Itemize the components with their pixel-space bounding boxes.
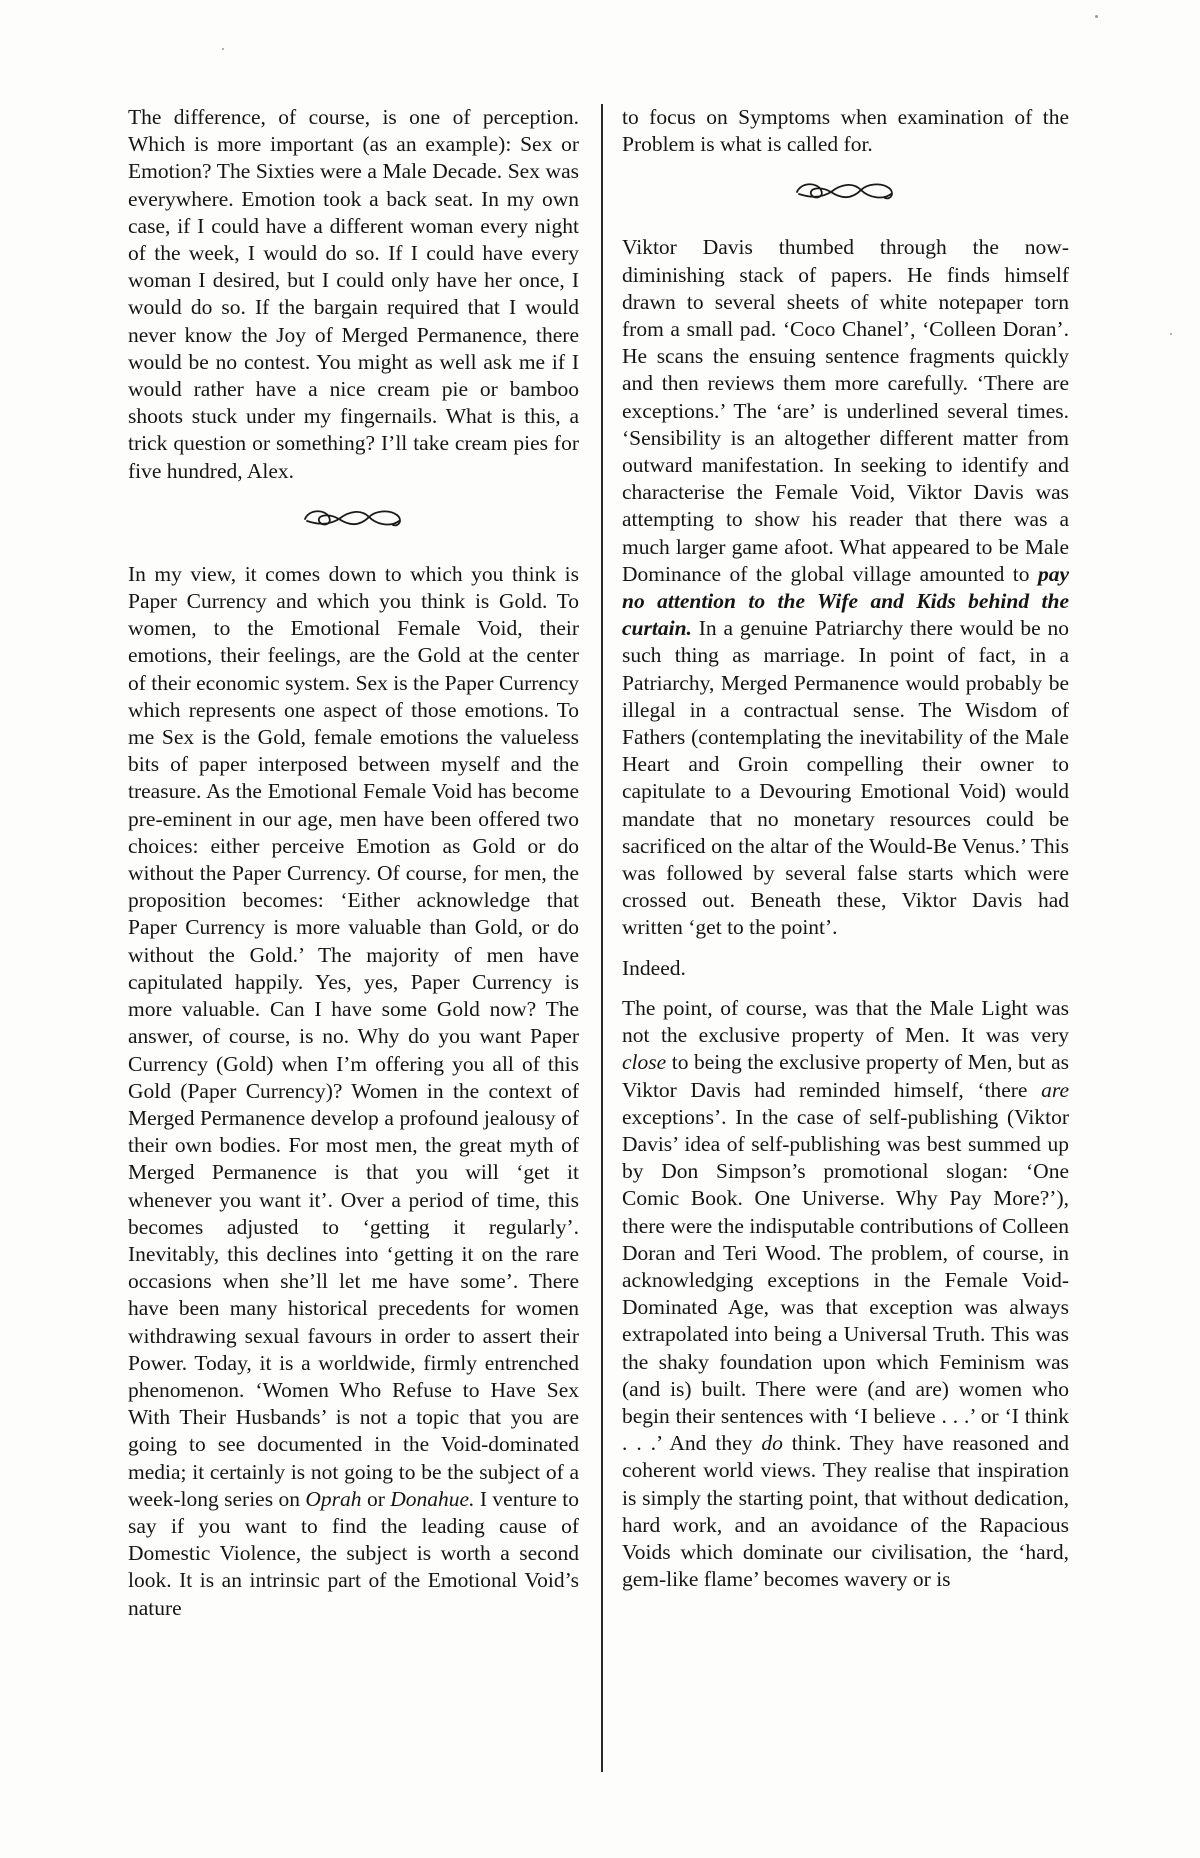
left-paragraph-2-text-a: In my view, it comes down to which you think is Paper Currency and which you think is Gold. To women, to the Emotional Female Void, their emotions, their feelings, are the Gold at the center of their economic system. Sex is the Paper Currency which represents one aspect of those emotions. To me Sex is the Gold, female emotions the valueless bits of paper interposed between myself and the treasure. As the Emotional Female Void has become pre-eminent in our age, men have been offered two choices: either perceive Emotion as Gold or do without the Paper Currency. Of course, for men, the proposition becomes: ‘Either acknowledge that Paper Currency is more valuable than Gold, or do without the Gold.’ The majority of men have capitulated happily. Yes, yes, Paper Currency is more valuable. Can I have some Gold now? The answer, of course, is no. Why do you want Paper Currency (Gold) when I’m offering you all of this Gold (Paper Currency)? Women in the context of Merged Permanence develop a profound jealousy of their own bodies. For most men, the great myth of Merged Permanence is that you will ‘get it whenever you want it’. Over a period of time, this becomes adjusted to ‘getting it regularly’. Inevitably, this declines into ‘getting it on the rare occasions when she’ll let me have some’. There have been many historical precedents for women withdrawing sexual favours in order to assert their Power. Today, it is a worldwide, firmly entrenched phenomenon. ‘Women Who Refuse to Have Sex With Their Husbands’ is not a topic that you are going to see documented in the Void-dominated media; it certainly is not going to be the subject of a week-long series on bbox=[128, 561, 579, 1511]
right-paragraph-2 bbox=[622, 234, 1069, 941]
right-paragraph-4-text-b: to being the exclusive property of Men, but as Viktor Davis had reminded himself, ‘there bbox=[622, 1050, 1069, 1102]
left-paragraph-2 bbox=[128, 561, 579, 1622]
right-paragraph-3: Indeed. bbox=[622, 955, 686, 980]
oprah-title: Oprah bbox=[305, 1486, 362, 1511]
page-speck bbox=[222, 48, 224, 50]
donahue-title: Donahue. bbox=[390, 1486, 475, 1511]
right-paragraph-1: to focus on Symptoms when examination of the Problem is what is called for. bbox=[622, 105, 1069, 157]
do-emphasis: do bbox=[761, 1431, 783, 1456]
right-paragraph-4-text-c: exceptions’. In the case of self-publishing (Viktor Davis’ idea of self-publishing was best summed up by Don Simpson’s promotional slogan: ‘One Comic Book. One Universe. Why Pay More?’), there were the indisputable contributions of Colleen Doran and Teri Wood. The problem, of course, in acknowledging exceptions in the Female Void-Dominated Age, was that exception was always extrapolated into being a Universal Truth. This was the shaky foundation upon which Feminism was (and is) built. There were (and are) women who begin their sentences with ‘I believe . . .’ or ‘I think . . .’ And they bbox=[622, 1104, 1069, 1456]
flourish-ornament-icon bbox=[299, 503, 409, 531]
are-emphasis: are bbox=[1041, 1077, 1069, 1102]
right-paragraph-4-text-d: think. They have reasoned and coherent world views. They realise that inspiration is simply the starting point, that without dedication, hard work, and an avoidance of the Rapacious Voids which dominate our civilisation, the ‘hard, gem-like flame’ becomes wavery or is bbox=[622, 1431, 1069, 1592]
right-paragraph-4 bbox=[622, 995, 1069, 1593]
page-speck bbox=[1170, 333, 1172, 335]
right-paragraph-4-text-a: The point, of course, was that the Male Light was not the exclusive property of Men. It was very bbox=[622, 995, 1069, 1048]
left-column bbox=[128, 104, 579, 1635]
right-column bbox=[622, 104, 1069, 1606]
close-emphasis: close bbox=[622, 1050, 667, 1075]
right-paragraph-2-text-a: Viktor Davis thumbed through the now-diminishing stack of papers. He finds himself drawn to several sheets of white notepaper torn from a small pad. ‘Coco Chanel’, ‘Colleen Doran’. He scans the ensuing sentence fragments quickly and then reviews them more carefully. ‘There are exceptions.’ The ‘are’ is underlined several times. ‘Sensibility is an altogether different matter from outward manifestation. In seeking to identify and characterise the Female Void, Viktor Davis was attempting to show his reader that there was a much larger game afoot. What appeared to be Male Dominance of the global village amounted to bbox=[622, 235, 1069, 586]
flourish-ornament-icon bbox=[791, 176, 901, 204]
column-divider bbox=[601, 104, 603, 1772]
left-paragraph-2-text-b: I venture to say if you want to find the leading cause of Domestic Violence, the subject is worth a second look. It is an intrinsic part of the Emotional Void’s nature bbox=[128, 1486, 579, 1620]
page-speck bbox=[1095, 15, 1098, 18]
right-paragraph-2-text-b: In a genuine Patriarchy there would be no such thing as marriage. In point of fact, in a Patriarchy, Merged Permanence would probably be illegal in a contractual sense. The Wisdom of Fathers (contemplating the inevitability of the Male Heart and Groin compelling their owner to capitulate to a Devouring Emotional Void) would mandate that no monetary resources could be sacrificed on the altar of the Would-Be Venus.’ This was followed by several false starts which were crossed out. Beneath these, Viktor Davis had written ‘get to the point’. bbox=[622, 616, 1069, 940]
left-paragraph-2-or: or bbox=[361, 1486, 391, 1511]
left-paragraph-1: The difference, of course, is one of perception. Which is more important (as an example): Sex or Emotion? The Sixties were a Male Decade. Sex was everywhere. Emotion took a back seat. In my own case, if I could have a different woman every night of the week, I would do so. If I could have every woman I desired, but I could only have her once, I would do so. If the bargain required that I would never know the Joy of Merged Permanence, there would be no contest. You might as well ask me if I would rather have a nice cream pie or bamboo shoots stuck under my fingernails. What is this, a trick question or something? I’ll take cream pies for five hundred, Alex. bbox=[128, 105, 579, 483]
emphasized-phrase: pay no attention to the Wife and Kids behind the curtain. bbox=[622, 561, 1069, 641]
